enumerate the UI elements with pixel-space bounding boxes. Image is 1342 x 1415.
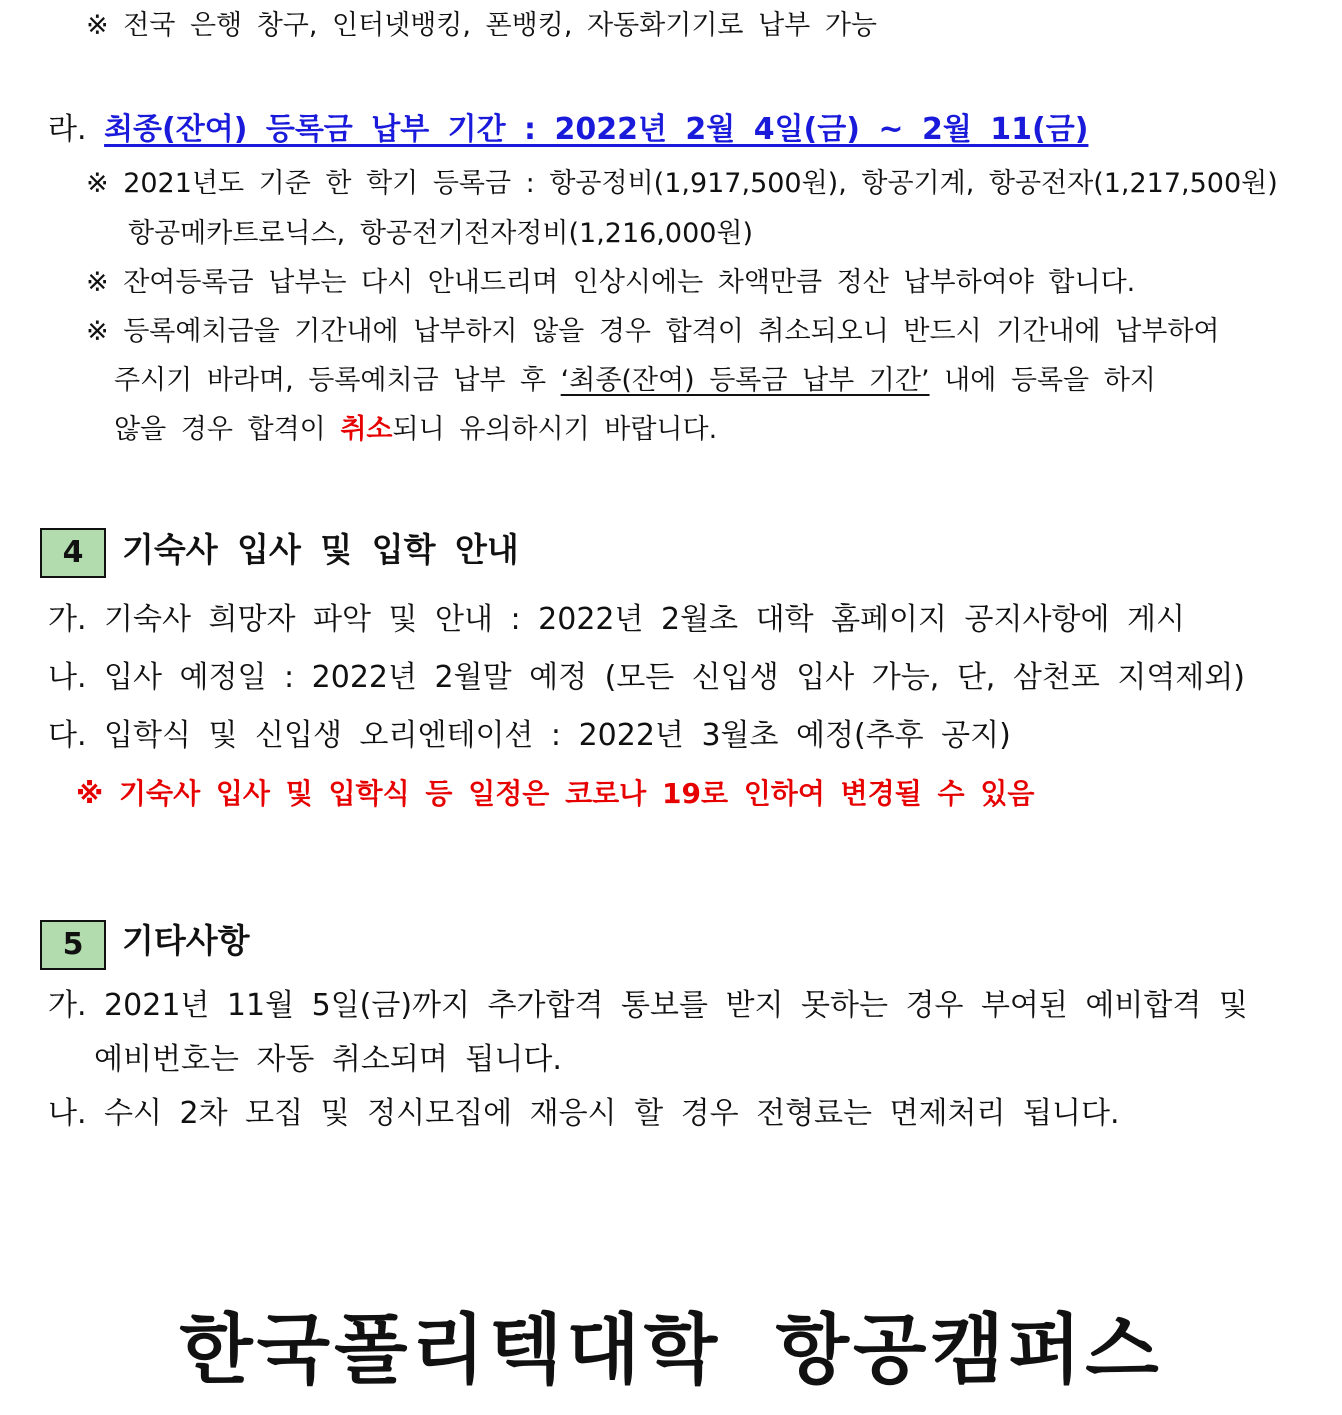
section-5-item-ga-cont: 예비번호는 자동 취소되며 됩니다. — [94, 1042, 562, 1077]
section-5-title: 기타사항 — [122, 921, 250, 960]
tuition-amount-note-cont: 항공메카트로닉스, 항공전기전자정비(1,216,000원) — [128, 218, 754, 249]
institution-name: 한국폴리텍대학 항공캠퍼스 — [179, 1305, 1163, 1394]
final-tuition-period-title: 최종(잔여) 등록금 납부 기간 : 2022년 2월 4일(금) ~ 2월 11(금) — [104, 112, 1089, 147]
item-prefix: 라. — [48, 112, 105, 147]
section-4-title: 기숙사 입사 및 입학 안내 — [122, 530, 519, 569]
final-tuition-period-heading — [48, 110, 1088, 150]
underlined-period-reference: ‘최종(잔여) 등록금 납부 기간’ — [560, 365, 930, 396]
deposit-warning-note-line3: 않을 경우 합격이 취소되니 유의하시기 바랍니다. — [114, 414, 718, 445]
deposit-warning-note: ※ 등록예치금을 기간내에 납부하지 않을 경우 합격이 취소되오니 반드시 기간내에 납부하여 — [86, 316, 1220, 347]
section-5-number-box: 5 — [40, 920, 106, 970]
section-4-item-ga: 가. 기숙사 희망자 파악 및 안내 : 2022년 2월초 대학 홈페이지 공지사항에 게시 — [48, 602, 1185, 637]
section-4-item-na: 나. 입사 예정일 : 2022년 2월말 예정 (모든 신입생 입사 가능, 단, 삼천포 지역제외) — [48, 660, 1245, 695]
payment-methods-note: ※ 전국 은행 창구, 인터넷뱅킹, 폰뱅킹, 자동화기기로 납부 가능 — [86, 10, 877, 41]
section-4-item-da: 다. 입학식 및 신입생 오리엔테이션 : 2022년 3월초 예정(추후 공지) — [48, 718, 1011, 753]
section-5-item-na: 나. 수시 2차 모집 및 정시모집에 재응시 할 경우 전형료는 면제처리 됩니다. — [48, 1096, 1120, 1131]
deposit-warning-note-line2: 주시기 바라며, 등록예치금 납부 후 ‘최종(잔여) 등록금 납부 기간’ 내에 등록을 하지 — [114, 365, 1156, 396]
remaining-tuition-note: ※ 잔여등록금 납부는 다시 안내드리며 인상시에는 차액만큼 정산 납부하여야 합니다. — [86, 267, 1136, 298]
section-4-number-box: 4 — [40, 528, 106, 578]
covid-schedule-warning: ※ 기숙사 입사 및 입학식 등 일정은 코로나 19로 인하여 변경될 수 있음 — [76, 777, 1035, 810]
section-5-item-ga: 가. 2021년 11월 5일(금)까지 추가합격 통보를 받지 못하는 경우 부여된 예비합격 및 — [48, 988, 1248, 1023]
tuition-amount-note: ※ 2021년도 기준 한 학기 등록금 : 항공정비(1,917,500원), 항공기계, 항공전자(1,217,500원) — [86, 168, 1278, 199]
cancel-emphasis: 취소 — [340, 414, 393, 445]
